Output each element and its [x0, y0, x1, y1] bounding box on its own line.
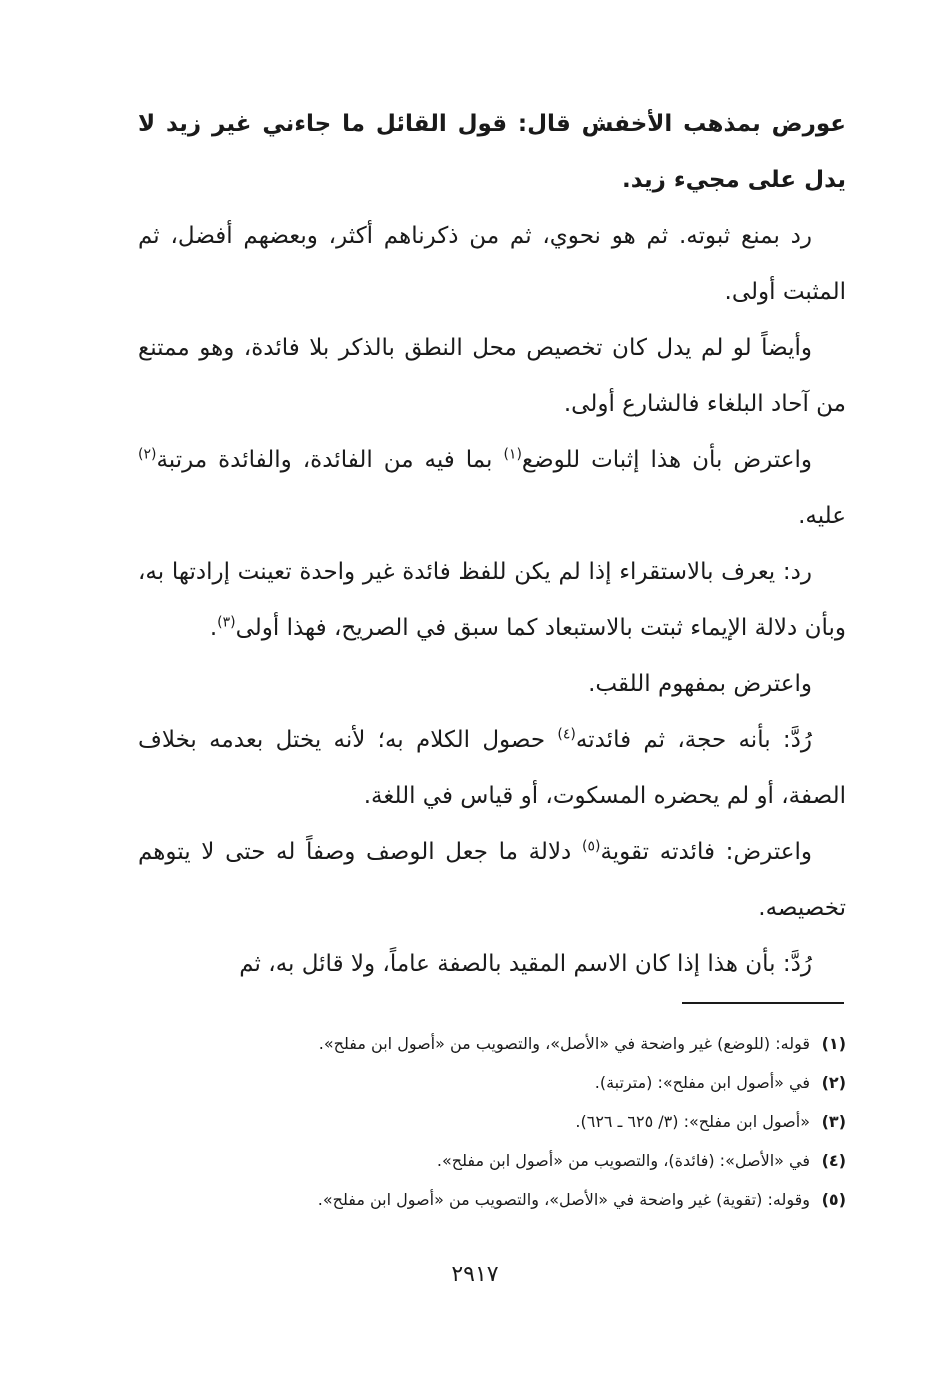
- footnote-text: وقوله: (تقوية) غير واضحة في «الأصل»، والتصويب من «أصول ابن مفلح».: [317, 1190, 810, 1209]
- footnote-text: قوله: (للوضع) غير واضحة في «الأصل»، والتصويب من «أصول ابن مفلح».: [318, 1034, 810, 1053]
- footnote-separator: [682, 1002, 844, 1004]
- paragraph-text: رُدَّ: بأنه حجة، ثم فائدته: [575, 727, 812, 753]
- paragraph-text: عورض بمذهب الأخفش قال: قول القائل ما جاءني غير زيد لا يدل على مجيء زيد.: [138, 111, 846, 193]
- footnotes: [180, 1024, 846, 1219]
- paragraph: [138, 96, 846, 208]
- paragraph-text: بما فيه من الفائدة، والفائدة مرتبة: [156, 447, 504, 473]
- paragraph: [138, 824, 846, 936]
- main-text: [138, 96, 846, 992]
- paragraph: [138, 208, 846, 320]
- paragraph-text: وأيضاً لو لم يدل كان تخصيص محل النطق بالذكر بلا فائدة، وهو ممتنع من آحاد البلغاء فالشارع أولى.: [138, 335, 846, 417]
- paragraph-text: .: [209, 615, 218, 641]
- paragraph: [138, 544, 846, 656]
- footnote-ref: (٣): [217, 614, 236, 631]
- paragraph-text: واعترض بمفهوم اللقب.: [588, 671, 812, 697]
- footnote-text: «أصول ابن مفلح»: (٣/ ٦٢٥ ـ ٦٢٦).: [575, 1112, 810, 1131]
- paragraph: [138, 320, 846, 432]
- footnote: [180, 1180, 846, 1219]
- paragraph-text: رد بمنع ثبوته. ثم هو نحوي، ثم من ذكرناهم أكثر، وبعضهم أفضل، ثم المثبت أولى.: [138, 223, 846, 305]
- footnote-ref: (٥): [581, 838, 601, 855]
- paragraph-text: عليه.: [798, 503, 846, 529]
- footnote-number: (٣): [821, 1112, 846, 1131]
- paragraph: [138, 936, 846, 992]
- paragraph-text: واعترض بأن هذا إثبات للوضع: [521, 447, 812, 473]
- paragraph-text: حصول الكلام به؛ لأنه يختل بعدمه بخلاف الصفة، أو لم يحضره المسكوت، أو قياس في اللغة.: [138, 727, 846, 809]
- footnote-number: (١): [821, 1034, 846, 1053]
- footnote-number: (٤): [821, 1151, 846, 1170]
- paragraph-text: واعترض: فائدته تقوية: [600, 839, 813, 865]
- paragraph: [138, 656, 846, 712]
- footnote-ref: (٢): [138, 446, 157, 463]
- footnote: [180, 1102, 846, 1141]
- page-number: ٢٩١٧: [451, 1262, 499, 1287]
- footnote: [180, 1024, 846, 1063]
- paragraph-text: رد: يعرف بالاستقراء إذا لم يكن للفظ فائدة غير واحدة تعينت إرادتها به، وبأن دلالة الإيماء ثبتت بالاستبعاد كما سبق في الصريح، فهذا أولى: [138, 559, 846, 641]
- footnote: [180, 1063, 846, 1102]
- footnote-number: (٢): [821, 1073, 846, 1092]
- paragraph: [138, 712, 846, 824]
- footnote-text: في «الأصل»: (فائدة)، والتصويب من «أصول ابن مفلح».: [436, 1151, 810, 1170]
- paragraph-text: دلالة ما جعل الوصف وصفاً له حتى لا يتوهم تخصيصه.: [138, 839, 846, 921]
- footnote-number: (٥): [821, 1190, 846, 1209]
- footnote: [180, 1141, 846, 1180]
- paragraph: [138, 432, 846, 544]
- footnote-text: في «أصول ابن مفلح»: (مترتبة).: [594, 1073, 810, 1092]
- paragraph-text: رُدَّ: بأن هذا إذا كان الاسم المقيد بالصفة عاماً، ولا قائل به، ثم: [239, 951, 812, 977]
- footnote-ref: (١): [503, 446, 522, 463]
- footnote-ref: (٤): [557, 726, 576, 743]
